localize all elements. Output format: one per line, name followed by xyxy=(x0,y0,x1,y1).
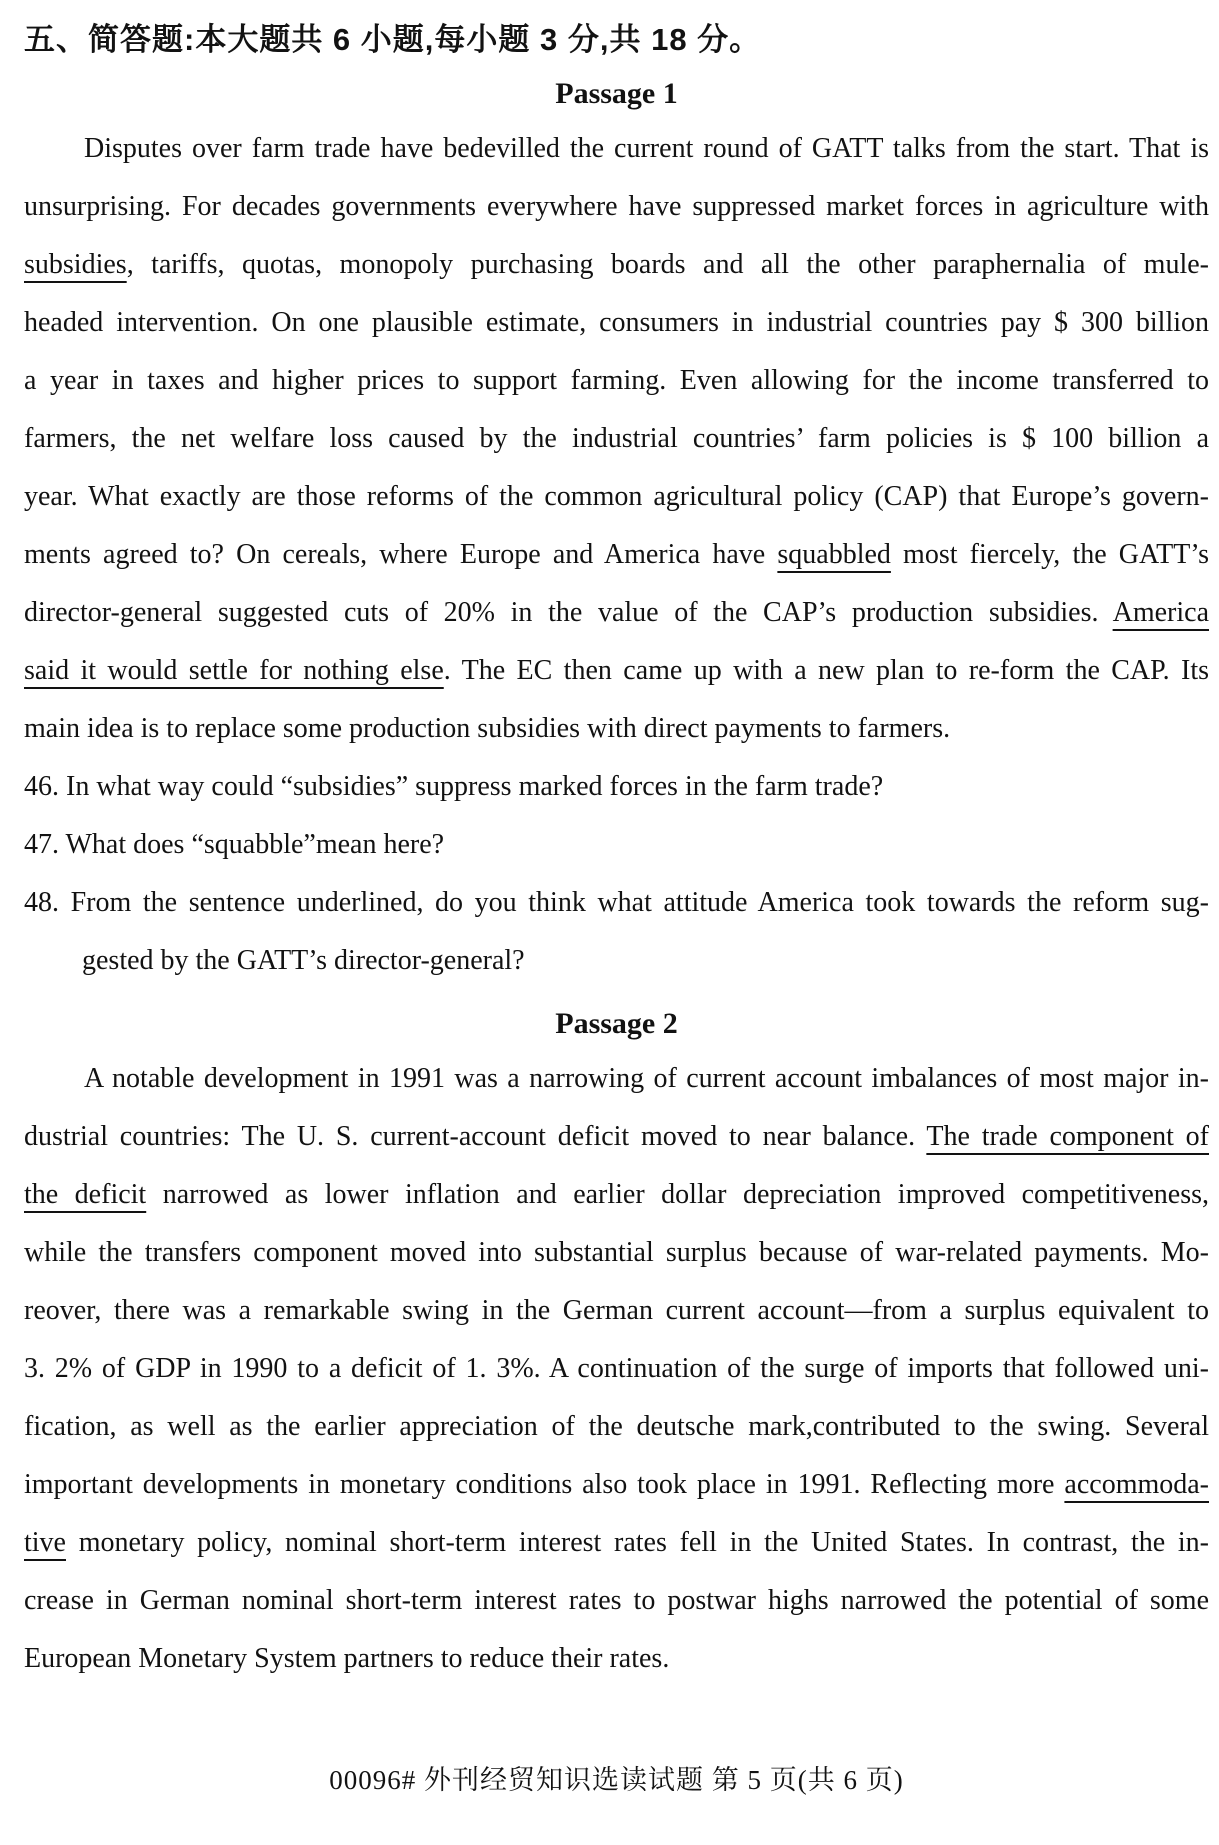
text-segment: European Monetary System partners to reduce their rates. xyxy=(24,1643,670,1674)
text-segment: A notable development in 1991 was a narrowing of current account imbalances of most major in- xyxy=(84,1063,1209,1094)
text-segment: narrowed as lower inflation and earlier dollar depreciation improved competitiveness, xyxy=(146,1179,1210,1210)
text-segment: crease in German nominal short-term interest rates to postwar highs narrowed the potential of some xyxy=(24,1585,1209,1616)
text-segment: most fiercely, the GATT’s xyxy=(890,539,1210,570)
underlined-phrase: said it would settle for nothing else xyxy=(24,655,444,686)
question-line-48-cont xyxy=(24,932,1209,990)
text-segment: fication, as well as the earlier appreciation of the deutsche mark,contributed to the swing. Several xyxy=(24,1411,1209,1442)
passage-line xyxy=(24,178,1209,236)
passage-line xyxy=(24,1108,1209,1166)
passage-line xyxy=(24,1224,1209,1282)
question-line-47 xyxy=(24,816,1209,874)
passage-line xyxy=(24,468,1209,526)
question-line-46 xyxy=(24,758,1209,816)
text-segment: . The EC then came up with a new plan to re-form the CAP. Its xyxy=(443,655,1209,686)
passage1-body xyxy=(24,120,1209,758)
text-segment: 47. What does “squabble”mean here? xyxy=(24,829,445,860)
passage1-title: Passage 1 xyxy=(555,77,678,110)
text-segment: unsurprising. For decades governments everywhere have suppressed market forces in agriculture with xyxy=(24,191,1209,222)
text-segment: main idea is to replace some production subsidies with direct payments to farmers. xyxy=(24,713,951,744)
passage-line xyxy=(24,1050,1209,1108)
passage-line xyxy=(24,410,1209,468)
text-segment: Disputes over farm trade have bedevilled the current round of GATT talks from the start. That is xyxy=(84,133,1209,164)
underlined-phrase: tive xyxy=(24,1527,66,1558)
passage-line xyxy=(24,1166,1209,1224)
text-segment: director-general suggested cuts of 20% in the value of the CAP’s production subsidies. xyxy=(24,597,1113,628)
text-segment: 48. From the sentence underlined, do you think what attitude America took towards the reform sug- xyxy=(24,887,1209,918)
passage-line xyxy=(24,352,1209,410)
text-segment: ments agreed to? On cereals, where Europe and America have xyxy=(24,539,778,570)
text-segment: 3. 2% of GDP in 1990 to a deficit of 1. 3%. A continuation of the surge of imports that followed uni- xyxy=(24,1353,1209,1384)
underlined-phrase: subsidies xyxy=(24,249,127,280)
passage2-title: Passage 2 xyxy=(555,1007,678,1040)
text-segment: , tariffs, quotas, monopoly purchasing boards and all the other paraphernalia of mule- xyxy=(126,249,1209,280)
text-segment: farmers, the net welfare loss caused by the industrial countries’ farm policies is $ 100 billion a xyxy=(24,423,1209,454)
question-line-48 xyxy=(24,874,1209,932)
text-segment: important developments in monetary conditions also took place in 1991. Reflecting more xyxy=(24,1469,1065,1500)
underlined-phrase: accommoda- xyxy=(1064,1469,1209,1500)
passage-line xyxy=(24,526,1209,584)
passage-line xyxy=(24,1572,1209,1630)
text-segment: 46. In what way could “subsidies” suppress marked forces in the farm trade? xyxy=(24,771,884,802)
text-segment: headed intervention. On one plausible estimate, consumers in industrial countries pay $ 300 billion xyxy=(24,307,1209,338)
underlined-phrase: the deficit xyxy=(24,1179,147,1210)
passage-line xyxy=(24,1456,1209,1514)
text-segment: while the transfers component moved into substantial surplus because of war-related payments. Mo- xyxy=(24,1237,1209,1268)
passage-line xyxy=(24,236,1209,294)
text-segment: gested by the GATT’s director-general? xyxy=(82,945,525,976)
passage2-body xyxy=(24,1050,1209,1688)
passage-line xyxy=(24,700,1209,758)
passage-line xyxy=(24,1398,1209,1456)
text-segment: a year in taxes and higher prices to support farming. Even allowing for the income transferred to xyxy=(24,365,1209,396)
text-segment: dustrial countries: The U. S. current-account deficit moved to near balance. xyxy=(24,1121,927,1152)
passage-line xyxy=(24,1282,1209,1340)
passage-line xyxy=(24,642,1209,700)
passage-line xyxy=(24,1514,1209,1572)
page-footer: 00096# 外刊经贸知识选读试题 第 5 页(共 6 页) xyxy=(329,1765,904,1795)
section-header: 五、简答题:本大题共 6 小题,每小题 3 分,共 18 分。 xyxy=(24,22,762,57)
passage-line xyxy=(24,1340,1209,1398)
underlined-phrase: The trade component of xyxy=(926,1121,1209,1152)
underlined-phrase: squabbled xyxy=(777,539,891,570)
passage-line xyxy=(24,120,1209,178)
passage-line xyxy=(24,584,1209,642)
passage-line xyxy=(24,294,1209,352)
text-segment: year. What exactly are those reforms of the common agricultural policy (CAP) that Europe’s govern- xyxy=(24,481,1209,512)
passage-line xyxy=(24,1630,1209,1688)
underlined-phrase: America xyxy=(1112,597,1209,628)
questions-block xyxy=(24,758,1209,990)
text-segment: reover, there was a remarkable swing in the German current account—from a surplus equivalent to xyxy=(24,1295,1209,1326)
text-segment: monetary policy, nominal short-term interest rates fell in the United States. In contrast, the in- xyxy=(66,1527,1209,1558)
